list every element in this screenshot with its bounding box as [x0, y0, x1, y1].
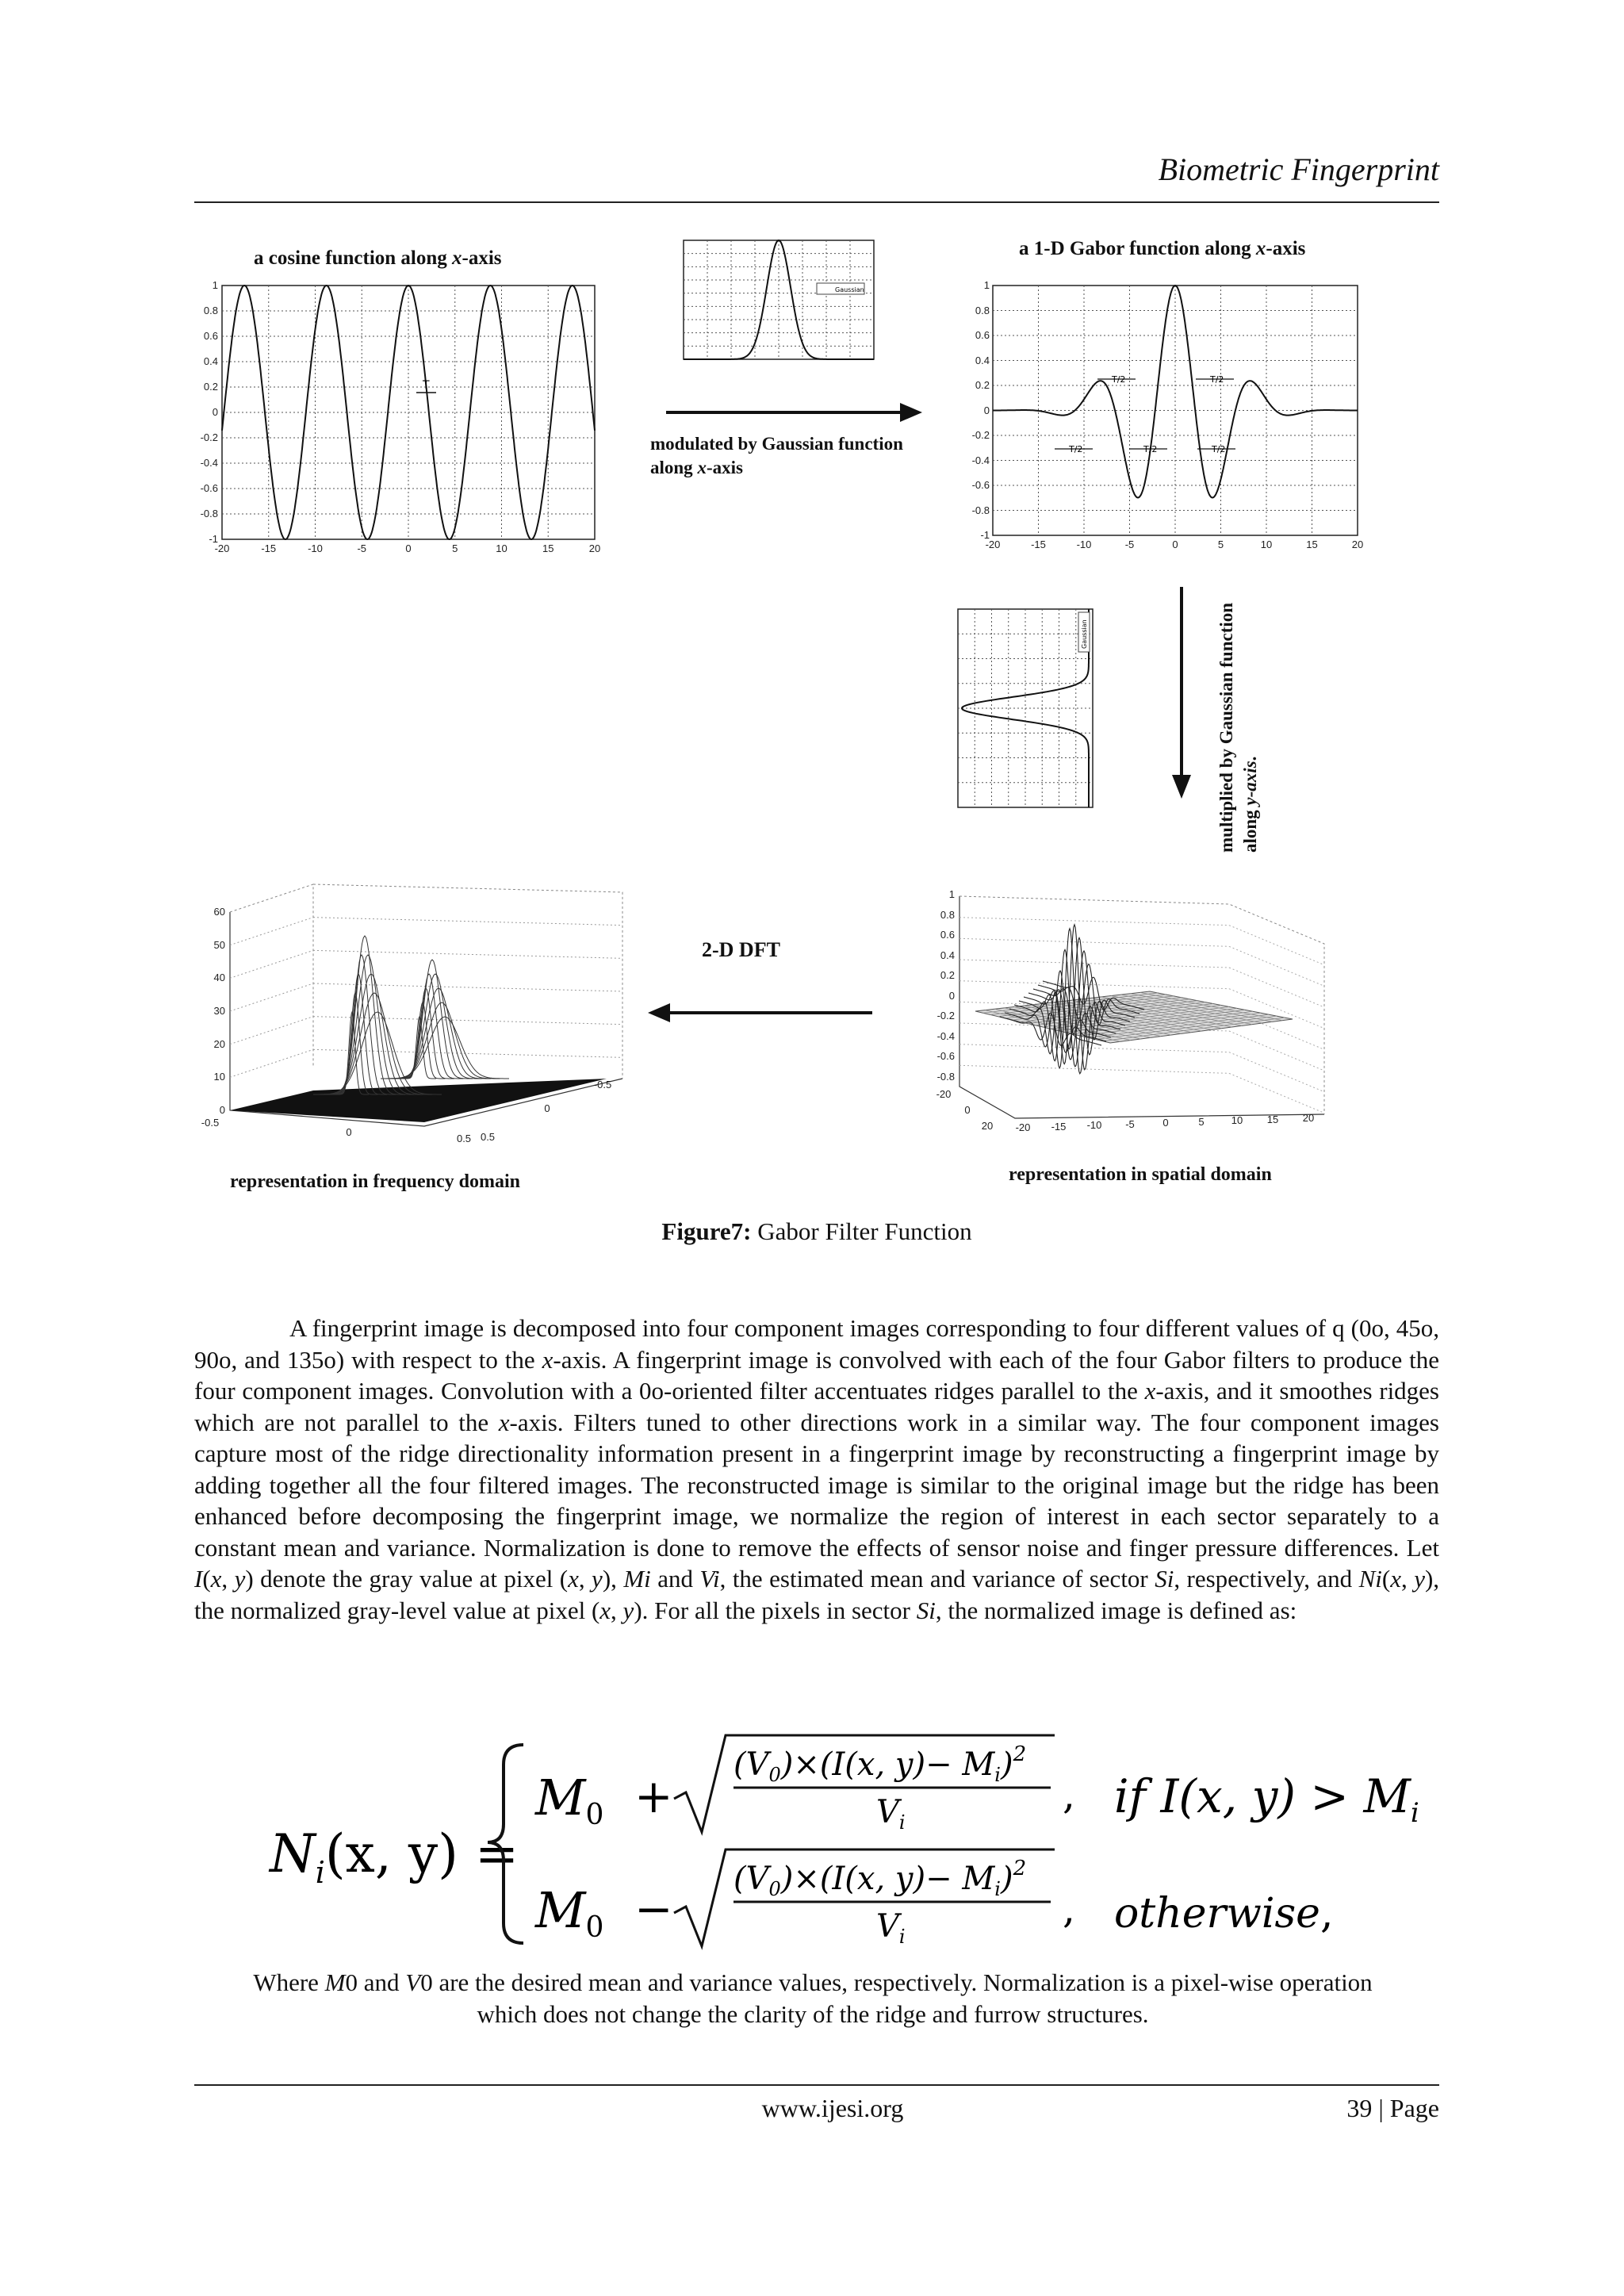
gabor-y-tick: 0.4 — [975, 354, 990, 366]
freq-x-tick: 0 — [346, 1126, 352, 1138]
svg-text:+: + — [634, 1769, 673, 1823]
freq-y-tick: 0 — [544, 1102, 550, 1114]
spat-gridline — [959, 960, 1229, 968]
spat-x-tick: -20 — [1015, 1121, 1031, 1133]
freq-x-tick: -0.5 — [201, 1117, 220, 1129]
spat-gridline — [1229, 926, 1324, 965]
gabor-y-tick: -0.6 — [971, 479, 990, 491]
freq-box-back — [230, 884, 313, 1067]
spat-z-tick: 0.2 — [940, 969, 955, 982]
spat-y-tick: 0 — [964, 1104, 971, 1116]
half-period-label: T/2 — [1112, 374, 1126, 385]
gabor-x-tick: 15 — [1306, 539, 1318, 550]
spat-z-tick: 0.4 — [940, 949, 955, 961]
body-paragraph: A fingerprint image is decomposed into four component images corresponding to four different values of q (0o, 45o, 90o, and 135o) with respect to the x-axis. A fingerprint image is convolved with each of the four Gabor filters to produce the four component images. Convolution with a 0o-oriented filter accentuates ridges parallel to the x-axis, and it smoothes ridges which are not parallel to the x-axis. Filters tuned to other directions work in a similar way. The four component images capture most of the ridge directionality information present in a fingerprint image by reconstructing a fingerprint image by adding together all the four filtered images. The reconstructed image is similar to the original image but the ridge has been enhanced before decomposing the fingerprint image, we normalize the region of interest in each sector separately to a constant mean and variance. Normalization is done to remove the effects of sensor noise and finger pressure differences. Let I(x, y) denote the gray value at pixel (x, y), Mi and Vi, the estimated mean and variance of sector Si, respectively, and Ni(x, y), the normalized gray-level value at pixel (x, y). For all the pixels in sector Si, the normalized image is defined as: — [194, 1314, 1440, 1624]
gabor-plot-svg — [967, 278, 1364, 559]
gaussian-x-legend: Gaussian — [835, 286, 864, 293]
down-arrow-icon — [1166, 583, 1197, 801]
svg-text:Ni(x, y) =: $N_i(x$, y) = — [270, 1823, 519, 1890]
spat-gridline — [1229, 1073, 1324, 1113]
spat-z-tick: 0.8 — [940, 908, 955, 921]
half-period-label: T/2 — [1212, 444, 1226, 454]
gaussian-x-plot — [674, 234, 880, 365]
spat-x-tick: 0 — [1162, 1117, 1169, 1129]
freq-z-tick: 60 — [213, 906, 225, 918]
gabor-y-tick: 0.6 — [975, 329, 990, 341]
gaussian-y-legend: Gaussian — [1081, 619, 1088, 649]
spat-x-tick: 20 — [1302, 1112, 1315, 1124]
cosine-x-tick: 5 — [452, 542, 458, 554]
freq-y-tick: 0.5 — [480, 1131, 496, 1143]
dft-label: 2-D DFT — [702, 938, 780, 961]
half-period-label: T/2 — [1210, 374, 1224, 385]
svg-text:,: , — [1063, 1772, 1075, 1818]
freq-peak-line — [330, 974, 387, 1094]
cosine-plot — [190, 278, 603, 563]
svg-text:−: − — [634, 1882, 673, 1936]
half-period-label: T/2 — [1143, 444, 1158, 454]
gabor-x-tick: 0 — [1172, 539, 1178, 550]
freq-gridline — [230, 950, 313, 978]
freq-floor — [230, 1079, 607, 1122]
freq-peak-line — [322, 955, 415, 1094]
spatial-caption: representation in spatial domain — [1009, 1164, 1272, 1185]
spat-z-tick: 1 — [948, 888, 955, 900]
spat-gridline — [1229, 1031, 1324, 1071]
cosine-y-tick: -1 — [209, 533, 218, 545]
normalization-equation — [262, 1729, 1419, 1959]
spat-z-tick: -0.2 — [936, 1010, 955, 1022]
cosine-x-tick: 10 — [496, 542, 508, 554]
gabor-y-tick: -1 — [980, 529, 990, 541]
spat-z-tick: 0 — [948, 989, 955, 1002]
cosine-y-tick: 0.6 — [203, 330, 218, 342]
cosine-y-tick: -0.2 — [200, 431, 218, 443]
freq-gridline — [230, 983, 313, 1011]
gabor-x-tick: -5 — [1124, 539, 1135, 550]
spat-z-tick: 0.6 — [940, 929, 955, 941]
cosine-x-tick: 15 — [542, 542, 554, 554]
svg-text:if I(x, y) > Mi: if I(x, $y) > M_i$ — [1114, 1769, 1419, 1829]
freq-y-tick: -0.5 — [593, 1079, 612, 1091]
freq-z-tick: 50 — [213, 938, 225, 951]
svg-text:otherwise,: otherwise, — [1114, 1890, 1334, 1938]
spat-x-tick: 10 — [1231, 1114, 1243, 1126]
svg-text:Vi: $V_i$ — [876, 1908, 906, 1948]
freq-gridline — [230, 1049, 313, 1077]
spatial-plot — [912, 880, 1356, 1158]
spat-x-tick: -5 — [1125, 1117, 1135, 1130]
cosine-y-tick: 0.8 — [203, 305, 218, 316]
multiplied-label: multiplied by Gaussian function along y-axis. — [1216, 602, 1260, 853]
cosine-y-tick: -0.8 — [200, 508, 218, 519]
spat-gridline — [959, 1065, 1229, 1073]
spat-x-tick: 15 — [1266, 1113, 1279, 1125]
svg-text:(V0)×(I(x, y)− Mi)2: $(V_0)\times(I(x$, $y)- M_i)^2$ — [733, 1857, 1027, 1900]
spat-x-tick: -15 — [1051, 1120, 1067, 1133]
gabor-y-tick: 0 — [983, 404, 990, 416]
freq-gridline — [313, 983, 622, 991]
freq-peak-line — [397, 988, 454, 1079]
footer-page-number: 39 | Page — [1346, 2094, 1439, 2122]
cosine-y-tick: 0.4 — [203, 355, 218, 367]
footer-rule — [194, 2084, 1439, 2086]
modulated-label: modulated by Gaussian function along x-axis — [650, 434, 903, 477]
left-arrow-icon — [646, 1001, 876, 1025]
period-label: T — [423, 379, 430, 392]
figure-caption: Figure7: Gabor Filter Function — [661, 1217, 972, 1245]
spat-z-tick: -0.6 — [936, 1050, 955, 1063]
spat-gridline — [1229, 946, 1324, 986]
freq-z-tick: 30 — [213, 1005, 225, 1017]
cosine-x-tick: -10 — [308, 542, 323, 554]
spat-gridline — [959, 938, 1229, 946]
spat-z-tick: -0.4 — [936, 1029, 955, 1042]
spat-x-tick: -10 — [1086, 1119, 1102, 1131]
spat-gridline — [1229, 968, 1324, 1007]
spat-gridline — [959, 1045, 1229, 1052]
cosine-y-tick: -0.4 — [200, 457, 218, 469]
gabor-plot-title: a 1-D Gabor function along x-axis — [1019, 238, 1306, 259]
gabor-x-tick: 20 — [1351, 539, 1364, 550]
freq-x-tick: 0.5 — [456, 1133, 472, 1144]
svg-text:(V0)×(I(x, y)− Mi)2: $(V_0)\times(I(x$, $y)- M_i)^2$ — [733, 1742, 1027, 1786]
gabor-x-tick: -10 — [1076, 539, 1092, 550]
spat-gridline — [959, 918, 1229, 926]
svg-text:M0: M0 — [535, 1881, 604, 1944]
frequency-plot-svg — [194, 880, 638, 1166]
cosine-x-tick: -15 — [261, 542, 277, 554]
frequency-caption: representation in frequency domain — [230, 1171, 521, 1192]
gabor-y-tick: 0.8 — [975, 304, 990, 316]
where-paragraph: Where M0 and V0 are the desired mean and variance values, respectively. Normalization is a pixel-wise operation which does not change the clarity of the ridge and furrow structures. — [253, 1968, 1373, 2028]
running-header: Biometric Fingerprint — [1158, 151, 1439, 187]
freq-z-tick: 0 — [219, 1104, 225, 1116]
gabor-plot — [967, 278, 1364, 559]
freq-z-tick: 20 — [213, 1037, 225, 1050]
freq-z-tick: 40 — [213, 972, 225, 984]
half-period-label: T/2 — [1069, 444, 1083, 454]
freq-gridline — [313, 950, 622, 958]
cosine-x-tick: -5 — [357, 542, 367, 554]
gabor-y-tick: -0.2 — [971, 429, 990, 441]
spat-y-tick: -20 — [936, 1088, 952, 1100]
freq-peak-line — [389, 974, 482, 1079]
gabor-x-tick: -15 — [1031, 539, 1046, 550]
spat-x-tick: 5 — [1198, 1115, 1205, 1128]
freq-z-tick: 10 — [213, 1071, 225, 1083]
svg-text:Vi: $V_i$ — [876, 1794, 906, 1834]
freq-gridline — [313, 918, 622, 926]
spat-y-tick: 20 — [981, 1120, 994, 1132]
footer-url: www.ijesi.org — [761, 2094, 904, 2122]
cosine-x-tick: 0 — [405, 542, 412, 554]
cosine-y-tick: -0.6 — [200, 482, 218, 494]
svg-text:,: , — [1063, 1886, 1075, 1932]
freq-box-back-right — [313, 884, 622, 1079]
spat-gridline — [1229, 1052, 1324, 1092]
gabor-y-tick: 1 — [983, 279, 990, 291]
right-arrow-icon — [662, 401, 924, 424]
spatial-plot-svg — [912, 880, 1356, 1158]
cosine-x-tick: -20 — [214, 542, 230, 554]
cosine-plot-title: a cosine function along x-axis — [254, 247, 502, 269]
gabor-x-tick: -20 — [985, 539, 1001, 550]
cosine-x-tick: 20 — [588, 542, 601, 554]
cosine-y-tick: 1 — [212, 279, 218, 291]
gaussian-y-plot-svg — [952, 603, 1110, 817]
frequency-plot — [194, 880, 638, 1166]
gabor-x-tick: 10 — [1260, 539, 1273, 550]
gabor-x-tick: 5 — [1217, 539, 1224, 550]
svg-text:M0: M0 — [535, 1769, 604, 1831]
cosine-y-tick: 0.2 — [203, 381, 218, 393]
gaussian-y-plot — [952, 603, 1110, 817]
gabor-y-tick: 0.2 — [975, 379, 990, 391]
freq-gridline — [230, 1017, 313, 1045]
gaussian-x-plot-svg — [674, 234, 880, 365]
spat-z-tick: -0.8 — [936, 1070, 955, 1083]
cosine-plot-svg — [190, 278, 603, 563]
gabor-y-tick: -0.4 — [971, 454, 990, 466]
header-rule — [194, 201, 1439, 203]
cosine-y-tick: 0 — [212, 406, 218, 418]
freq-gridline — [230, 918, 313, 945]
gabor-y-tick: -0.8 — [971, 504, 990, 516]
spat-gridline — [959, 981, 1229, 989]
